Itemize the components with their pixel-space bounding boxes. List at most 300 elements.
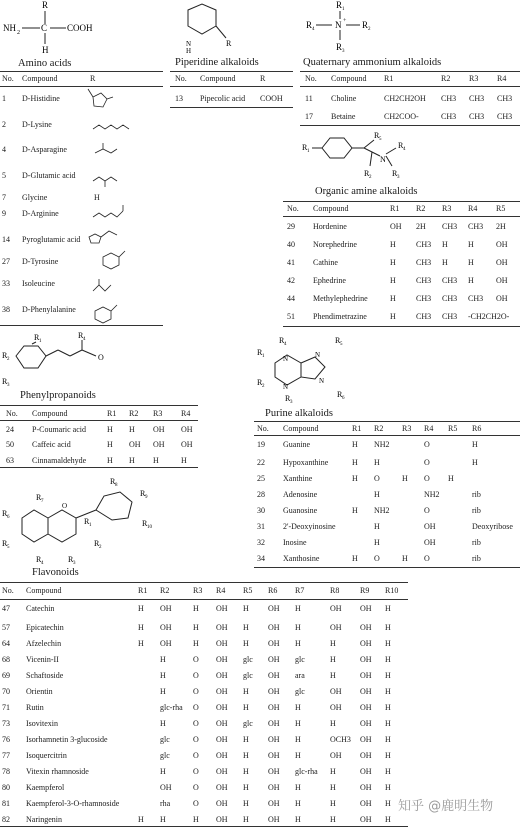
purine-cell: O — [424, 474, 430, 483]
organic-cell: 51 — [287, 312, 295, 321]
phenyl-cell: OH — [129, 440, 141, 449]
flavonoid-cell: H — [193, 639, 199, 648]
purine-cell: H — [352, 554, 358, 563]
flavonoid-cell: OH — [216, 799, 228, 808]
flavonoid-cell: Epicatechin — [26, 623, 64, 632]
flavonoid-cell: Isoquercitrin — [26, 751, 67, 760]
flavonoid-cell: OH — [216, 767, 228, 776]
flavonoid-cell: OH — [360, 767, 372, 776]
amino-row-no: 4 — [2, 145, 6, 154]
flavonoid-cell: H — [243, 639, 249, 648]
phenyl-header: R3 — [153, 409, 163, 418]
flavonoid-header: R4 — [216, 586, 226, 595]
flavonoid-cell: H — [138, 604, 144, 613]
flavonoid-cell: Kaempferol — [26, 783, 65, 792]
flavonoid-cell: OH — [360, 783, 372, 792]
amino-acid-structure — [0, 0, 140, 60]
amino-acids-title: Amino acids — [18, 58, 72, 69]
quaternary-cell: CH3 — [497, 94, 513, 103]
purine-cell: OH — [424, 522, 436, 531]
quaternary-cell: CH3 — [441, 94, 457, 103]
flavonoid-cell: OH — [216, 671, 228, 680]
flavonoid-cell: Vitexin rhamnoside — [26, 767, 89, 776]
flavonoid-cell: H — [295, 815, 301, 824]
phenylpropanoid-structure — [0, 332, 130, 388]
piperidine-title: Piperidine alkaloids — [175, 57, 259, 68]
amino-row-no: 33 — [2, 279, 10, 288]
amino-row-compound: Pyroglutamic acid — [22, 235, 81, 244]
flavonoid-cell: OH — [360, 623, 372, 632]
flavonoid-cell: OH — [268, 767, 280, 776]
purine-cell: Xanthine — [283, 474, 313, 483]
flavonoid-cell: H — [385, 799, 391, 808]
flavonoid-cell: O — [193, 719, 199, 728]
purine-cell: rib — [472, 554, 481, 563]
organic-cell: Methylephedrine — [313, 294, 368, 303]
phenyl-cell: Cinnamaldehyde — [32, 456, 87, 465]
svg-text:2: 2 — [99, 545, 102, 550]
organic-cell: Norephedrine — [313, 240, 357, 249]
organic-header: R3 — [442, 204, 452, 213]
svg-text:R: R — [84, 517, 90, 526]
organic-amine-structure — [300, 126, 440, 186]
flavonoid-cell: OH — [268, 671, 280, 680]
flavonoid-cell: Kaempferol-3-O-rhamnoside — [26, 799, 120, 808]
svg-text:R: R — [336, 42, 343, 52]
flavonoid-cell: Catechin — [26, 604, 55, 613]
purine-cell: O — [424, 440, 430, 449]
organic-cell: CH3 — [468, 294, 484, 303]
flavonoid-cell: glc — [243, 655, 253, 664]
purine-cell: O — [424, 506, 430, 515]
purine-cell: rib — [472, 506, 481, 515]
svg-text:R: R — [2, 377, 8, 386]
organic-cell: -CH2CH2O- — [468, 312, 510, 321]
purine-header: R4 — [424, 424, 434, 433]
piperidine-row-compound: Pipecolic acid — [200, 94, 246, 103]
flavonoid-cell: glc — [160, 735, 170, 744]
purine-cell: Deoxyribose — [472, 522, 513, 531]
flavonoid-cell: OH — [216, 815, 228, 824]
svg-text:6: 6 — [342, 396, 345, 401]
purine-cell: Adenosine — [283, 490, 318, 499]
flavonoid-cell: OH — [216, 604, 228, 613]
flavonoid-cell: OH — [360, 815, 372, 824]
quaternary-header: Compound — [331, 74, 367, 83]
svg-text:R: R — [68, 555, 74, 564]
svg-text:R: R — [2, 539, 8, 548]
quaternary-header: No. — [305, 74, 317, 83]
flavonoid-cell: 76 — [2, 735, 10, 744]
svg-text:R: R — [2, 351, 8, 360]
svg-text:R: R — [285, 394, 291, 403]
flavonoid-header: R2 — [160, 586, 170, 595]
purine-cell: H — [374, 458, 380, 467]
quaternary-cell: CH3 — [441, 112, 457, 121]
flavonoid-cell: OH — [330, 623, 342, 632]
organic-cell: 29 — [287, 222, 295, 231]
amino-header-compound: Compound — [22, 74, 58, 83]
flavonoid-cell: Afzelechin — [26, 639, 62, 648]
flavonoid-cell: 73 — [2, 719, 10, 728]
purine-cell: 31 — [257, 522, 265, 531]
purine-cell: 22 — [257, 458, 265, 467]
flavonoid-cell: H — [160, 671, 166, 680]
flavonoid-cell: OH — [216, 639, 228, 648]
flavonoid-cell: O — [193, 783, 199, 792]
flavonoid-cell: O — [193, 655, 199, 664]
svg-text:N: N — [186, 40, 192, 48]
flavonoid-cell: H — [243, 604, 249, 613]
amino-row-compound: D-Phenylalanine — [22, 305, 76, 314]
phenyl-cell: H — [129, 456, 135, 465]
flavonoid-cell: OH — [360, 671, 372, 680]
organic-cell: H — [442, 258, 448, 267]
phenyl-header: R2 — [129, 409, 139, 418]
flavonoid-cell: OH — [360, 604, 372, 613]
svg-text:R: R — [94, 539, 100, 548]
quaternary-cell: CH3 — [469, 94, 485, 103]
flavonoid-cell: H — [160, 815, 166, 824]
phenyl-cell: OH — [153, 440, 165, 449]
flavonoid-cell: OH — [330, 604, 342, 613]
svg-text:R: R — [36, 493, 42, 502]
phenylpropanoids-title: Phenylpropanoids — [20, 390, 96, 401]
flavonoid-cell: H — [243, 735, 249, 744]
phenyl-cell: H — [129, 425, 135, 434]
svg-text:R: R — [140, 489, 146, 498]
svg-text:5: 5 — [340, 342, 343, 347]
svg-text:8: 8 — [115, 483, 118, 488]
amino-row-compound: D-Lysine — [22, 120, 52, 129]
flavonoid-cell: OH — [330, 703, 342, 712]
flavonoid-cell: H — [330, 719, 336, 728]
amino-r-groups — [85, 85, 155, 325]
flavonoid-cell: Vicenin-II — [26, 655, 59, 664]
flavonoid-cell: OH — [268, 623, 280, 632]
amino-row-no: 5 — [2, 171, 6, 180]
purine-cell: H — [352, 440, 358, 449]
flavonoid-header: R8 — [330, 586, 340, 595]
svg-text:3: 3 — [73, 561, 76, 566]
svg-text:N: N — [335, 20, 342, 30]
quaternary-cell: CH3 — [469, 112, 485, 121]
quaternary-title: Quaternary ammonium alkaloids — [303, 57, 442, 68]
flavonoid-cell: Naringenin — [26, 815, 62, 824]
purine-header: R6 — [472, 424, 482, 433]
amino-row-r: H — [94, 193, 100, 202]
flavonoid-cell: 80 — [2, 783, 10, 792]
svg-text:4: 4 — [312, 27, 315, 32]
quaternary-cell: 11 — [305, 94, 313, 103]
flavonoid-cell: OH — [216, 687, 228, 696]
organic-cell: CH3 — [442, 294, 458, 303]
svg-text:3: 3 — [7, 383, 10, 388]
organic-cell: Hordenine — [313, 222, 347, 231]
flavonoid-cell: 47 — [2, 604, 10, 613]
flavonoid-cell: OH — [268, 655, 280, 664]
organic-cell: 42 — [287, 276, 295, 285]
flavonoid-cell: 77 — [2, 751, 10, 760]
svg-text:N: N — [319, 377, 325, 385]
flavonoid-cell: glc — [243, 671, 253, 680]
flavonoid-cell: OH — [216, 719, 228, 728]
svg-text:1: 1 — [262, 354, 265, 359]
flavonoid-cell: O — [193, 687, 199, 696]
flavonoid-cell: OH — [216, 783, 228, 792]
flavonoid-cell: H — [385, 735, 391, 744]
organic-cell: OH — [390, 222, 402, 231]
flavonoid-cell: OH — [160, 604, 172, 613]
flavonoid-cell: O — [193, 799, 199, 808]
organic-cell: H — [468, 276, 474, 285]
quaternary-cell: CH2COO- — [384, 112, 419, 121]
purine-cell: H — [352, 474, 358, 483]
svg-text:R: R — [337, 390, 343, 399]
watermark: 知乎 @鹿明生物 — [398, 799, 494, 814]
organic-cell: Phendimetrazine — [313, 312, 367, 321]
flavonoid-cell: H — [243, 623, 249, 632]
purine-cell: Inosine — [283, 538, 307, 547]
flavonoid-cell: 57 — [2, 623, 10, 632]
flavonoid-cell: H — [385, 783, 391, 792]
amino-row-compound: Isoleucine — [22, 279, 55, 288]
svg-text:3: 3 — [290, 400, 293, 405]
svg-text:H: H — [42, 45, 49, 55]
flavonoid-cell: H — [295, 604, 301, 613]
organic-cell: CH3 — [442, 276, 458, 285]
purine-cell: O — [424, 458, 430, 467]
flavonoid-cell: glc-rha — [295, 767, 318, 776]
flavonoid-cell: OH — [360, 751, 372, 760]
flavonoid-cell: H — [385, 671, 391, 680]
amino-row-compound: D-Asparagine — [22, 145, 67, 154]
purine-header: R5 — [448, 424, 458, 433]
flavonoid-cell: Rutin — [26, 703, 44, 712]
organic-cell: 2H — [496, 222, 506, 231]
flavonoid-cell: OH — [330, 751, 342, 760]
svg-text:R: R — [398, 141, 404, 150]
flavonoid-cell: H — [160, 719, 166, 728]
flavonoid-cell: Isorhamnetin 3-glucoside — [26, 735, 108, 744]
amino-row-compound: Glycine — [22, 193, 48, 202]
svg-text:R: R — [302, 143, 308, 152]
quaternary-cell: CH3 — [497, 112, 513, 121]
flavonoid-cell: H — [385, 604, 391, 613]
svg-text:R: R — [336, 0, 343, 10]
phenyl-cell: H — [107, 440, 113, 449]
flavonoid-cell: H — [330, 767, 336, 776]
flavonoid-cell: H — [330, 783, 336, 792]
phenyl-header: No. — [6, 409, 18, 418]
phenyl-cell: Caffeic acid — [32, 440, 71, 449]
organic-cell: H — [442, 240, 448, 249]
purine-cell: 32 — [257, 538, 265, 547]
svg-text:3: 3 — [397, 175, 400, 180]
phenyl-cell: 63 — [6, 456, 14, 465]
flavonoid-cell: H — [295, 799, 301, 808]
svg-text:O: O — [98, 353, 104, 362]
quaternary-cell: CH2CH2OH — [384, 94, 426, 103]
flavonoid-cell: H — [243, 783, 249, 792]
svg-text:1: 1 — [307, 149, 310, 154]
phenyl-cell: OH — [181, 425, 193, 434]
organic-header: R1 — [390, 204, 400, 213]
flavonoid-cell: H — [160, 767, 166, 776]
svg-text:10: 10 — [147, 525, 152, 530]
flavonoid-cell: H — [295, 719, 301, 728]
flavonoid-cell: H — [138, 623, 144, 632]
organic-cell: CH3 — [416, 276, 432, 285]
organic-cell: CH3 — [416, 240, 432, 249]
purine-header: No. — [257, 424, 269, 433]
svg-text:1: 1 — [39, 339, 42, 344]
flavonoid-cell: OH — [268, 799, 280, 808]
flavonoid-cell: OH — [360, 687, 372, 696]
flavonoid-cell: H — [138, 639, 144, 648]
flavonoid-cell: H — [385, 655, 391, 664]
amino-row-no: 1 — [2, 94, 6, 103]
svg-text:R: R — [142, 519, 148, 528]
svg-text:R: R — [335, 336, 341, 345]
amino-row-no: 9 — [2, 209, 6, 218]
purine-cell: rib — [472, 490, 481, 499]
flavonoid-cell: OH — [216, 623, 228, 632]
organic-cell: H — [390, 258, 396, 267]
quaternary-header: R1 — [384, 74, 394, 83]
flavonoid-cell: rha — [160, 799, 171, 808]
flavonoid-cell: H — [138, 815, 144, 824]
purine-header: Compound — [283, 424, 319, 433]
svg-text:H: H — [186, 47, 192, 54]
flavonoid-structure — [0, 476, 160, 566]
purine-header: R3 — [402, 424, 412, 433]
flavonoid-cell: O — [193, 751, 199, 760]
purine-cell: H — [402, 474, 408, 483]
flavonoid-cell: 78 — [2, 767, 10, 776]
flavonoid-cell: H — [295, 751, 301, 760]
svg-text:3: 3 — [342, 49, 345, 54]
svg-text:4: 4 — [41, 561, 44, 566]
flavonoid-cell: OH — [216, 735, 228, 744]
flavonoid-cell: OH — [268, 604, 280, 613]
flavonoid-cell: H — [295, 783, 301, 792]
svg-text:R: R — [78, 332, 84, 340]
purine-header: R1 — [352, 424, 362, 433]
organic-cell: CH3 — [442, 222, 458, 231]
purine-cell: O — [424, 554, 430, 563]
svg-text:N: N — [380, 155, 386, 164]
flavonoid-cell: H — [193, 604, 199, 613]
flavonoid-cell: H — [385, 719, 391, 728]
svg-text:5: 5 — [379, 137, 382, 142]
purine-cell: H — [352, 458, 358, 467]
flavonoid-cell: OH — [360, 639, 372, 648]
flavonoid-cell: ara — [295, 671, 305, 680]
flavonoid-cell: H — [330, 815, 336, 824]
purine-cell: O — [374, 554, 380, 563]
svg-text:R: R — [306, 20, 313, 30]
purine-cell: H — [472, 458, 478, 467]
flavonoid-cell: glc — [160, 751, 170, 760]
organic-cell: OH — [496, 294, 508, 303]
piperidine-row-r: COOH — [260, 94, 283, 103]
flavonoid-cell: H — [243, 687, 249, 696]
flavonoid-cell: OH — [268, 687, 280, 696]
svg-text:R: R — [226, 39, 232, 48]
svg-text:1: 1 — [342, 7, 345, 12]
flavonoid-cell: 71 — [2, 703, 10, 712]
organic-cell: 41 — [287, 258, 295, 267]
svg-text:4: 4 — [403, 147, 406, 152]
amino-row-no: 14 — [2, 235, 10, 244]
flavonoid-cell: glc — [243, 719, 253, 728]
organic-header: Compound — [313, 204, 349, 213]
organic-header: No. — [287, 204, 299, 213]
flavonoid-cell: 70 — [2, 687, 10, 696]
organic-cell: CH3 — [442, 312, 458, 321]
flavonoid-cell: H — [385, 703, 391, 712]
purine-header: R2 — [374, 424, 384, 433]
flavonoid-header: R3 — [193, 586, 203, 595]
phenyl-header: R1 — [107, 409, 117, 418]
organic-cell: CH3 — [416, 258, 432, 267]
flavonoid-cell: OH — [268, 703, 280, 712]
flavonoid-cell: H — [243, 751, 249, 760]
flavonoid-header: R10 — [385, 586, 399, 595]
flavonoid-cell: H — [385, 623, 391, 632]
organic-cell: 44 — [287, 294, 295, 303]
purine-cell: Hypoxanthine — [283, 458, 329, 467]
flavonoid-cell: H — [330, 799, 336, 808]
svg-text:6: 6 — [7, 515, 10, 520]
organic-cell: H — [390, 276, 396, 285]
amino-row-no: 7 — [2, 193, 6, 202]
organic-cell: OH — [496, 240, 508, 249]
svg-text:COOH: COOH — [67, 23, 93, 33]
organic-header: R2 — [416, 204, 426, 213]
svg-text:C: C — [41, 23, 48, 33]
flavonoid-cell: O — [193, 735, 199, 744]
organic-amine-title: Organic amine alkaloids — [315, 186, 418, 197]
organic-cell: Ephedrine — [313, 276, 346, 285]
flavonoid-cell: OH — [268, 783, 280, 792]
purine-cell: 28 — [257, 490, 265, 499]
phenyl-header: Compound — [32, 409, 68, 418]
flavonoid-cell: H — [243, 815, 249, 824]
purine-cell: H — [448, 474, 454, 483]
phenyl-cell: 50 — [6, 440, 14, 449]
purine-title: Purine alkaloids — [265, 408, 333, 419]
flavonoid-header: No. — [2, 586, 14, 595]
quaternary-cell: Choline — [331, 94, 357, 103]
flavonoid-cell: OH — [160, 783, 172, 792]
svg-text:N: N — [315, 351, 321, 359]
flavonoid-cell: OH — [216, 655, 228, 664]
flavonoid-cell: H — [385, 751, 391, 760]
flavonoid-cell: OH — [268, 639, 280, 648]
purine-cell: Guanosine — [283, 506, 318, 515]
flavonoids-title: Flavonoids — [32, 567, 79, 578]
svg-text:+: + — [343, 18, 347, 24]
svg-text:R: R — [2, 509, 8, 518]
purine-cell: Guanine — [283, 440, 311, 449]
flavonoid-cell: OH — [360, 719, 372, 728]
purine-cell: NH2 — [374, 506, 390, 515]
amino-row-compound: D-Glutamic acid — [22, 171, 76, 180]
flavonoid-cell: OH — [360, 799, 372, 808]
flavonoid-cell: O — [193, 671, 199, 680]
